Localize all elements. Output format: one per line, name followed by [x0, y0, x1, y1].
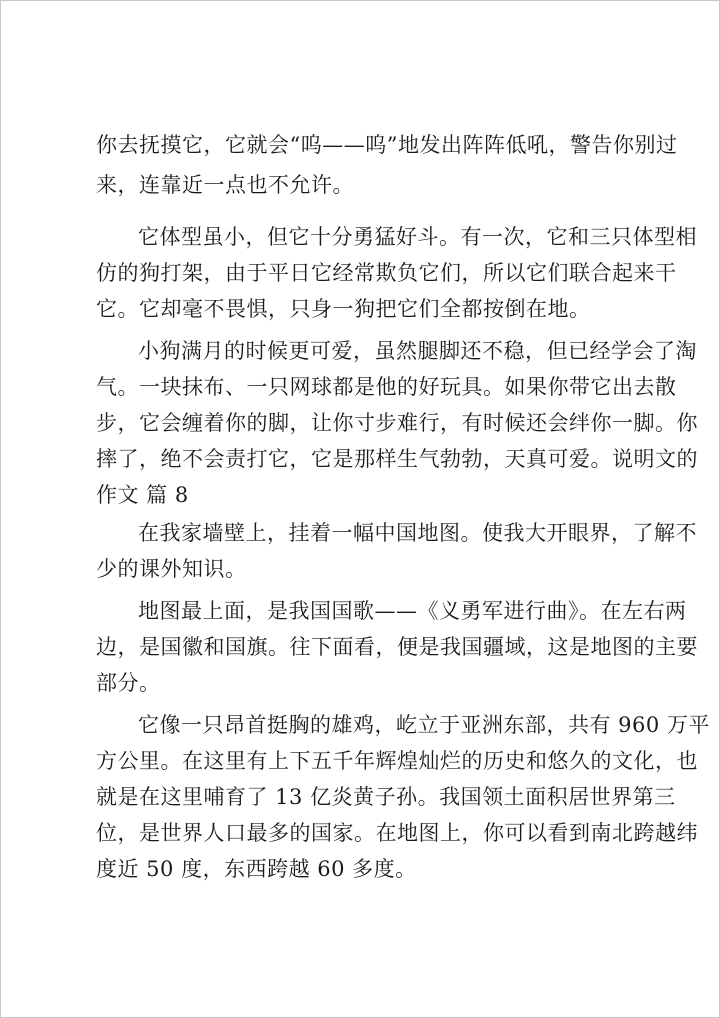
text-line: 位，是世界人口最多的国家。在地图上，你可以看到南北跨越纬	[96, 821, 698, 845]
text-line: 边，是国徽和国旗。往下面看，便是我国疆域，这是地图的主要	[96, 635, 698, 659]
paragraph-start-line: 地图最上面，是我国国歌——《义勇军进行曲》。在左右两	[138, 599, 687, 623]
paragraph-start-line: 小狗满月的时候更可爱，虽然腿脚还不稳，但已经学会了淘	[138, 339, 697, 363]
text-line: 方公里。在这里有上下五千年辉煌灿烂的历史和悠久的文化，也	[96, 749, 698, 773]
text-line: 摔了，绝不会责打它，它是那样生气勃勃，天真可爱。说明文的	[96, 447, 698, 471]
text-line: 度近 50 度，东西跨越 60 多度。	[96, 857, 417, 881]
text-line: 它。它却毫不畏惧，只身一狗把它们全都按倒在地。	[96, 297, 591, 321]
text-line: 就是在这里哺育了 13 亿炎黄子孙。我国领土面积居世界第三	[96, 785, 676, 809]
text-line: 气。一块抹布、一只网球都是他的好玩具。如果你带它出去散	[96, 375, 677, 399]
paragraph-start-line: 它体型虽小，但它十分勇猛好斗。有一次，它和三只体型相	[138, 225, 697, 249]
section-heading: 作文 篇 8	[96, 483, 189, 507]
text-line: 步，它会缠着你的脚，让你寸步难行，有时候还会绊你一脚。你	[96, 411, 698, 435]
text-line: 仿的狗打架，由于平日它经常欺负它们，所以它们联合起来干	[96, 261, 677, 285]
paragraph-start-line: 在我家墙壁上，挂着一幅中国地图。使我大开眼界，了解不	[138, 521, 697, 545]
text-line: 部分。	[96, 671, 161, 695]
paragraph-start-line: 它像一只昂首挺胸的雄鸡，屹立于亚洲东部，共有 960 万平	[138, 713, 710, 737]
text-line: 你去抚摸它，它就会“呜——呜”地发出阵阵低吼，警告你别过	[96, 133, 678, 157]
text-line: 少的课外知识。	[96, 557, 247, 581]
text-line: 来，连靠近一点也不允许。	[96, 173, 354, 197]
